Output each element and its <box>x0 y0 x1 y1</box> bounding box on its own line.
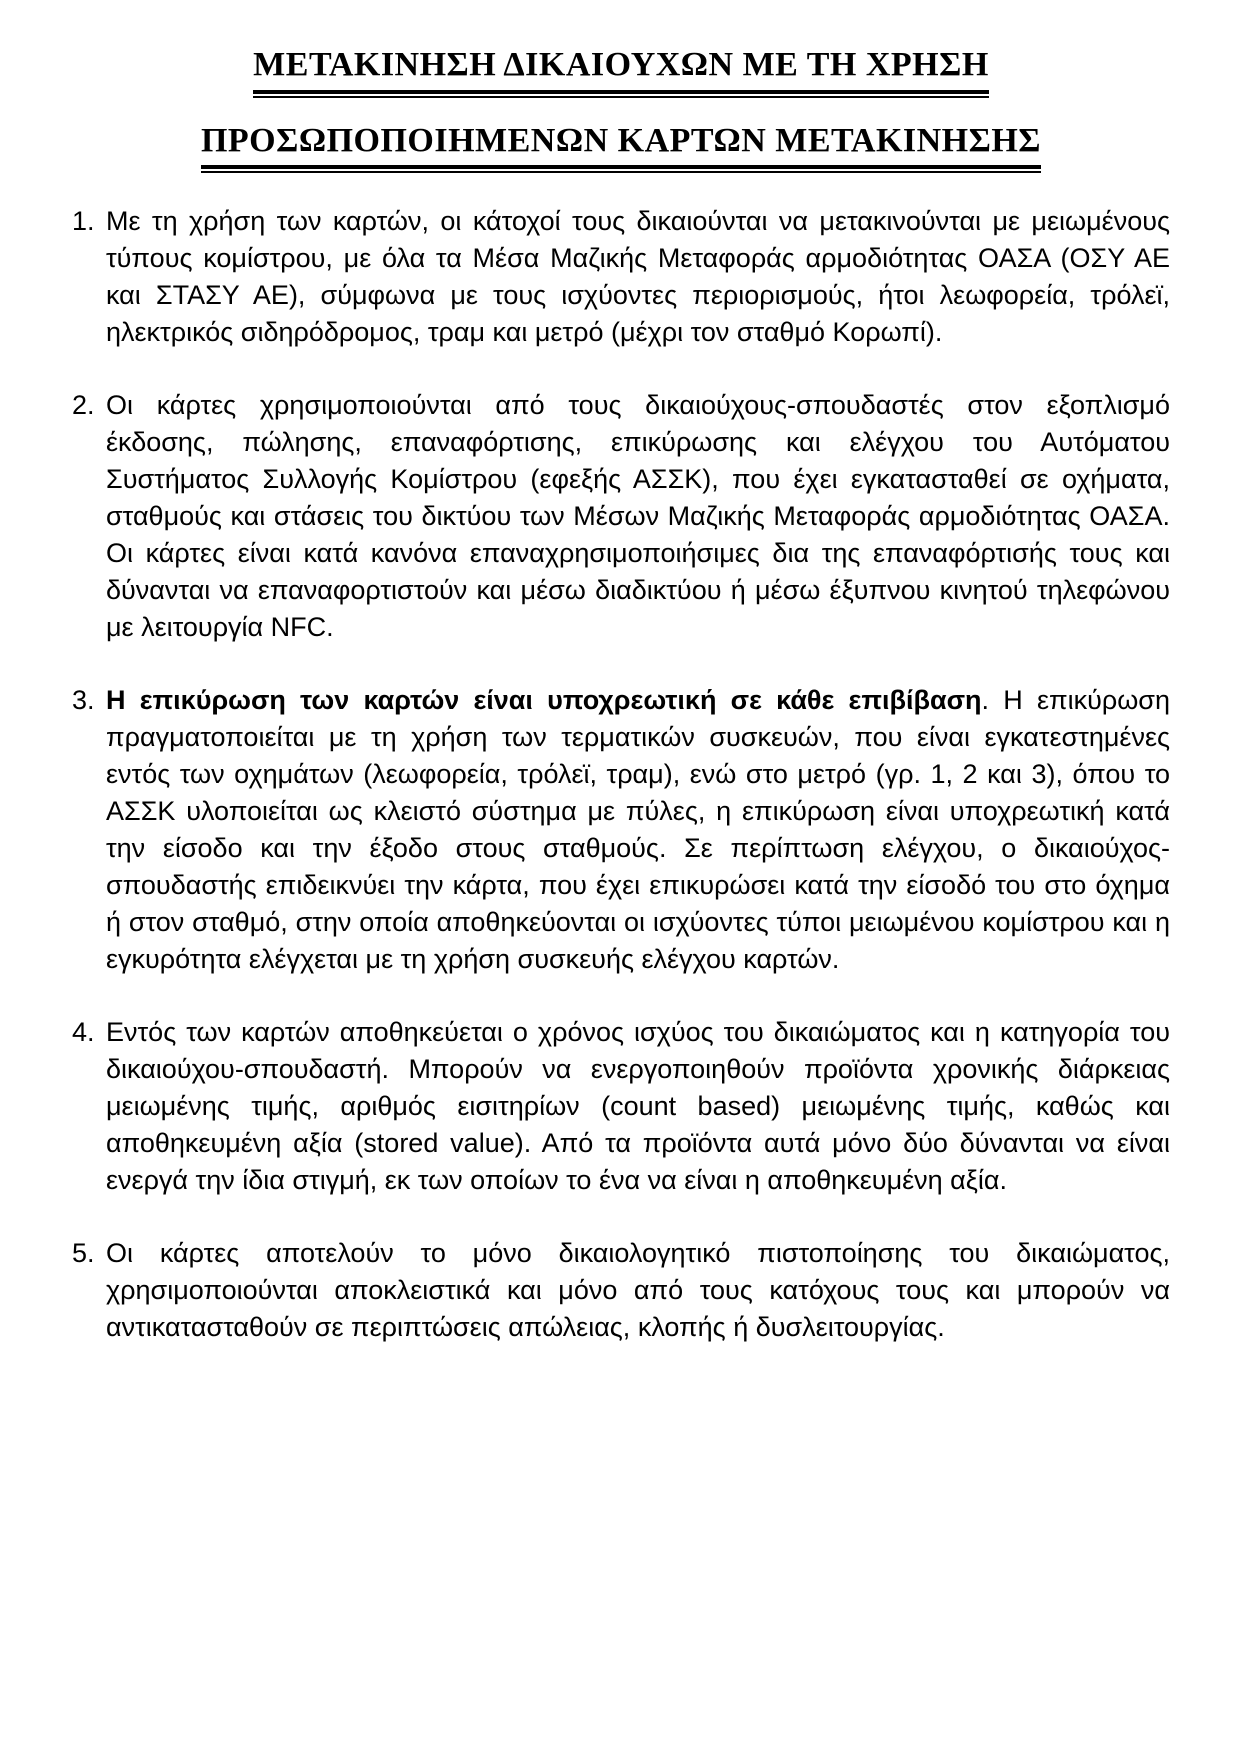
list-item-text-run: . Η επικύρωση πραγματοποιείται με τη χρήση των τερματικών συσκευών, που είναι εγκατεστημένες εντός των οχημάτων (λεωφορεία, τρόλεϊ, τραμ), ενώ στο μετρό (γρ. 1, 2 και 3), όπου το ΑΣΣΚ υλοποιείται ως κλειστό σύστημα με πύλες, η επικύρωση είναι υποχρεωτική κατά την είσοδο και την έξοδο στους σταθμούς. Σε περίπτωση ελέγχου, ο δικαιούχος-σπουδαστής επιδεικνύει την κάρτα, που έχει επικυρώσει κατά την είσοδό του στο όχημα ή στον σταθμό, στην οποία αποθηκεύονται οι ισχύοντες τύποι μειωμένου κομίστρου και η εγκυρότητα ελέγχεται με τη χρήση συσκευής ελέγχου καρτών. <box>106 685 1170 974</box>
list-item-text <box>106 685 1170 974</box>
list-item <box>72 1235 1170 1346</box>
list-item-text-run: Εντός των καρτών αποθηκεύεται ο χρόνος ισχύος του δικαιώματος και η κατηγορία του δικαιούχου-σπουδαστή. Μπορούν να ενεργοποιηθούν προϊόντα χρονικής διάρκειας μειωμένης τιμής, αριθμός εισιτηρίων (count based) μειωμένης τιμής, καθώς και αποθηκευμένη αξία (stored value). Από τα προϊόντα αυτά μόνο δύο δύνανται να είναι ενεργά την ίδια στιγμή, εκ των οποίων το ένα να είναι η αποθηκευμένη αξία. <box>106 1017 1170 1195</box>
title-line-2-text: ΠΡΟΣΩΠΟΠΟΙΗΜΕΝΩΝ ΚΑΡΤΩΝ ΜΕΤΑΚΙΝΗΣΗΣ <box>201 120 1041 170</box>
list-item-number: 3. <box>72 685 95 715</box>
title-line-2 <box>72 120 1170 170</box>
list-item <box>72 387 1170 646</box>
list-item-text <box>106 1238 1170 1342</box>
title-line-1 <box>72 44 1170 94</box>
list-item <box>72 682 1170 978</box>
list-item <box>72 203 1170 351</box>
title-line-1-text: ΜΕΤΑΚΙΝΗΣΗ ΔΙΚΑΙΟΥΧΩΝ ΜΕ ΤΗ ΧΡΗΣΗ <box>253 44 989 94</box>
list-item-text-bold-run: Η επικύρωση των καρτών είναι υποχρεωτική σε κάθε επιβίβαση <box>106 685 982 715</box>
numbered-list <box>72 203 1170 1346</box>
document-title <box>72 44 1170 169</box>
list-item-number: 4. <box>72 1017 95 1047</box>
list-item-text <box>106 206 1170 347</box>
list-item-text-run: Οι κάρτες χρησιμοποιούνται από τους δικαιούχους-σπουδαστές στον εξοπλισμό έκδοσης, πώλησης, επαναφόρτισης, επικύρωσης και ελέγχου του Αυτόματου Συστήματος Συλλογής Κομίστρου (εφεξής ΑΣΣΚ), που έχει εγκατασταθεί σε οχήματα, σταθμούς και στάσεις του δικτύου των Μέσων Μαζικής Μεταφοράς αρμοδιότητας ΟΑΣΑ. Οι κάρτες είναι κατά κανόνα επαναχρησιμοποιήσιμες δια της επαναφόρτισής τους και δύνανται να επαναφορτιστούν και μέσω διαδικτύου ή μέσω έξυπνου κινητού τηλεφώνου με λειτουργία NFC. <box>106 390 1170 642</box>
list-item-number: 2. <box>72 390 95 420</box>
list-item-text-run: Με τη χρήση των καρτών, οι κάτοχοί τους δικαιούνται να μετακινούνται με μειωμένους τύπους κομίστρου, με όλα τα Μέσα Μαζικής Μεταφοράς αρμοδιότητας ΟΑΣΑ (ΟΣΥ ΑΕ και ΣΤΑΣΥ ΑΕ), σύμφωνα με τους ισχύοντες περιορισμούς, ήτοι λεωφορεία, τρόλεϊ, ηλεκτρικός σιδηρόδρομος, τραμ και μετρό (μέχρι τον σταθμό Κορωπί). <box>106 206 1170 347</box>
list-item-number: 5. <box>72 1238 95 1268</box>
list-item <box>72 1014 1170 1199</box>
list-item-text <box>106 390 1170 642</box>
list-item-text <box>106 1017 1170 1195</box>
list-item-text-run: Οι κάρτες αποτελούν το μόνο δικαιολογητικό πιστοποίησης του δικαιώματος, χρησιμοποιούνται αποκλειστικά και μόνο από τους κατόχους τους και μπορούν να αντικατασταθούν σε περιπτώσεις απώλειας, κλοπής ή δυσλειτουργίας. <box>106 1238 1170 1342</box>
list-item-number: 1. <box>72 206 95 236</box>
